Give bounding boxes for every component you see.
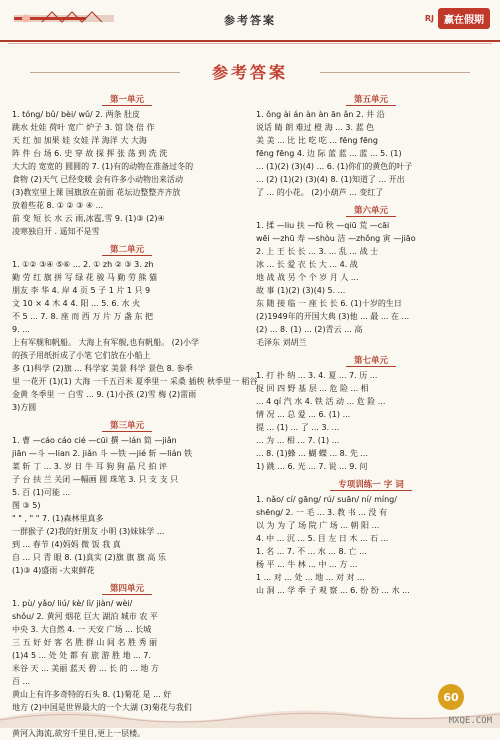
answer-line: 山 洞 ... 学 季 子 观 察 ... 6. 纷 纷 ... 水 ... (256, 586, 410, 595)
answer-line: 1. ①② ③④ ⑤⑥ ... 2. ① zh ② ③ 3. zh (12, 260, 154, 269)
answer-line: 1) 跳 ... 6. 光 ... 7. 说 ... 9. 问 (256, 462, 368, 471)
answer-line: 三 五 好 好 客 名 胜 群 山 间 名 胜 秀 丽 (12, 638, 158, 647)
answer-line: 东 随 接 临 一 座 长 长 6. (1)十岁的生日 (256, 299, 402, 308)
answer-line: 大大的 宽宽的 圆圆的 7. (1)有的动物在准备过冬的 (12, 162, 194, 171)
section-heading-text: 第四单元 (102, 584, 152, 595)
answer-line: 美 美 ... 比 比 吃 吃 ... fēng fēng (256, 136, 378, 145)
answer-line: 3)方圆 (12, 403, 37, 412)
brand-logo (425, 8, 490, 29)
page-number: 60 (438, 684, 464, 710)
answer-line: 提 ... (1) ... 了 ... 3. ... (256, 423, 340, 432)
answer-line: 1. 名 ... 7. 不 ... 水 ... 8. 亡 ... (256, 547, 367, 556)
answer-line: 凌寒独自开 . 遥知不是雪 (12, 227, 100, 236)
answer-line: 百 ... (12, 677, 31, 686)
brand-name: 赢在假期 (438, 8, 490, 29)
answer-line: 中央 3. 大自然 4. 一 天安 广场 ... 长城 (12, 625, 152, 634)
answer-line: ... (1)(2) (3)(4) ... 6. (1)你们的黄色的叶子 (256, 162, 413, 171)
answer-line: 1. 打 扑 纳 ... 3. 4. 夏 ... 7. 历 ... (256, 371, 378, 380)
answer-line: 以 为 为 了 场 院 广 场 ... 朝 阳 ... (256, 521, 380, 530)
answer-line: (1)③ 4)盛雨 -大束鲜花 (12, 566, 95, 575)
answer-line: 不 5 ... 7. 8. 座 而 西 万 片 万 盏 东 把 (12, 312, 154, 321)
answer-line: 跳水 灶娃 荷叶 宽广 炉子 3. 馆 饶 倍 作 (12, 123, 155, 132)
right-column (256, 88, 486, 708)
answer-line: 多 (1)科学 (2)旗 ... 科学家 美景 科学 景色 8. 参季 (12, 364, 193, 373)
answer-line: 的孩子用纸折成了小笔 它们放在小船上 (12, 351, 151, 360)
answer-line: 图 ③ 5) (12, 501, 41, 510)
answer-line: (3)教室里上课 国旗放在前面 花坛边整整齐齐放 (12, 188, 181, 197)
answer-line: 自 ... 只 青 眼 8. (1)真实 (2)旗 旗 旗 高 乐 (12, 553, 166, 562)
answer-line: 1. tóng/ bǔ/ bèi/ wǔ/ 2. 两条 肚皮 (12, 110, 141, 119)
section-heading (256, 93, 486, 105)
answer-line: 阵 件 台 场 6. 史 穿 故 探 挥 张 荡 到 洗 洗 (12, 149, 168, 158)
answer-line: ... (2) (1)(2) (3)(4) 8. (1)知道了 ... 开出 (256, 175, 405, 184)
answer-line: 文 10 × 4 木 4 4. 阳 ... 5. 6. 水 火 (12, 299, 141, 308)
answer-line: 前 变 短 长 水 云 雨,冰雹,雪 9. (1)③ (2)④ (12, 214, 165, 223)
answer-line: (1)4 5 ... 处 处 都 有 旅 游 胜 地 ... 7. (12, 651, 151, 660)
section-heading (12, 419, 242, 431)
section-heading (256, 204, 486, 216)
answer-line: 杨 平 ... 牛 林 ... 中 ... 方 ... (256, 560, 358, 569)
answer-line: wēi —zhū 寿 —shòu 洁 —zhǒng 寅 —jiāo (256, 234, 416, 243)
answer-line: shǒu/ 2. 黄河 烟花 巨大 湖泊 城市 农 平 (12, 612, 158, 621)
answer-line: 1. pù/ yǎo/ liú/ kè/ lì/ jiàn/ wèi/ (12, 599, 133, 608)
answer-line: ... 4 qí 汽 水 4. 铁 活 动 ... 危 险 ... (256, 397, 386, 406)
answer-line: 说话 睛 朗 难过 橙 海 ... 3. 蓝 色 (256, 123, 375, 132)
answer-line: 一群猴子 (2)我的好朋友 小明 (3)妹妹学 ... (12, 527, 165, 536)
section-heading-text: 第一单元 (102, 95, 152, 106)
answer-line: 子 台 扶 兰 关闭 —幅画 圆 珠笔 3. 只 支 支 只 (12, 475, 179, 484)
answer-line: 捉 回 四 野 基 层 ... 危 险 ... 相 (256, 384, 369, 393)
page-header (0, 0, 500, 42)
answer-line: 1. ǒng ài án àn àn ān ǎn 2. 井 沿 (256, 110, 385, 119)
answer-line: 菜 斩 丁 ... 3. 岁 日 牛 耳 狗 狗 晶 尺 拍 评 (12, 462, 167, 471)
answer-line: 金黄 冬季里 一 白雪 ... 9. (1)小孩 (2)雪 梅 (2)雷雨 (12, 390, 197, 399)
answer-line: 上有军舰和帆船。 大海上有军舰,也有帆船。 (2)小学 (12, 338, 199, 347)
section-heading (12, 93, 242, 105)
answer-line: 4. 中 ... 沉 ... 5. 目 左 日 木 ... 石 ... (256, 534, 389, 543)
answer-line: 1. 揉 —liu 扶 —fǔ 秋 —qiū 荒 —cāi (256, 221, 390, 230)
answer-line: 2. 上 王 长 长 ... 3. ... 乱 ... 战 士 (256, 247, 379, 256)
answer-line: 勤 劳 红 旗 拼 写 绿 花 骏 马 勤 劳 熊 猫 (12, 273, 158, 282)
answer-line: 了 ... 的小花。 (2)小葫芦 ... 变红了 (256, 188, 384, 197)
brand-prefix: RJ (424, 14, 434, 23)
left-column (12, 88, 258, 738)
footer-wave-icon (0, 702, 500, 728)
answer-line: 地方 (2)中国是世界最大的一个大湖 (3)菊花与我们 (12, 703, 192, 712)
section-heading-text: 第六单元 (346, 206, 396, 217)
header-ribbon-icon (12, 8, 122, 30)
section-heading-text: 第三单元 (102, 421, 152, 432)
answer-line: shēng/ 2. 一 毛 ... 3. 教 书 ... 没 有 (256, 508, 387, 517)
section-heading (256, 478, 486, 490)
section-heading-text: 专项训练一 字 词 (330, 480, 411, 491)
answer-line: 毛泽东 刘胡兰 (256, 338, 307, 347)
answer-line: 1 ... 对 ... 处 ... 地 ... 对 对 ... (256, 573, 365, 582)
header-divider (8, 43, 492, 44)
section-heading-text: 第五单元 (346, 95, 396, 106)
answer-line: 黄河入海流,欲穷千里目,更上一层楼。 (12, 729, 146, 738)
watermark-text: MXQE.COM (448, 716, 492, 726)
section-heading (12, 582, 242, 594)
section-heading-text: 第七单元 (346, 356, 396, 367)
answer-line: 食物 (2)天气 已经变暖 会有许多小动物出来活动 (12, 175, 183, 184)
section-heading (256, 354, 486, 366)
answer-line: fēng fēng 4. 边 际 蓝 蓝 ... 蓝 ... 5. (1) (256, 149, 402, 158)
section-heading (12, 243, 242, 255)
answer-line: 到 ... 春节 (4)妈妈 微 饭 我 真 (12, 540, 121, 549)
answer-line: " " , " " 7. (1)森林里真多 (12, 514, 104, 523)
answer-line: 1. 曹 —cáo cáo cié —cūi 撰 —lán 简 —jiǎn (12, 436, 177, 445)
title-rule-right (320, 72, 470, 73)
answer-line: 放着些花 8. ① ② ③ ④ ... (12, 201, 104, 210)
section-heading-text: 第二单元 (102, 245, 152, 256)
answer-line: 冰 ... 长 爱 衣 长 大 ... 4. 战 (256, 260, 358, 269)
answer-line: 故 事 (1)(2) (3)(4) 5. ... (256, 286, 346, 295)
answer-line: 地 战 战 另 个 个 岁 月 人 ... (256, 273, 359, 282)
page-title: 参考答案 (211, 63, 288, 82)
header-title: 参考答案 (224, 14, 276, 27)
answer-line: 米谷 天 ... 美丽 蓝天 碧 ... 长 的 ... 地 方 (12, 664, 159, 673)
answer-line: 黄山上有许多奇特的石头 8. (1)菊花 是 ... 好 (12, 690, 172, 699)
answer-line: jiān —斗 —lian 2. jiǎn 斗 —铁 —jié 斩 —lián 铁 (12, 449, 193, 458)
answer-line: (2) ... 8. (1) ... (2)青云 ... 高 (256, 325, 363, 334)
answer-line: (2)1949年的开国大典 (3)他 ... 最 ... 在 ... (256, 312, 410, 321)
answer-line: 情 况 ... 总 爱 ... 6. (1) ... (256, 410, 351, 419)
answer-line: ... 为 ... 相 ... 7. (1) ... (256, 436, 340, 445)
answer-line: 里 一花开 (1)(1) 大海 一千五百米 夏季里一 采桑 插秧 秋季里一 稻谷 (12, 377, 258, 386)
answer-line: 9. ... (12, 325, 30, 334)
answer-line: 朋友 李 华 4. 岸 4 页 5 子 1 片 1 只 9 (12, 286, 151, 295)
answer-line: ... 8. (1)蜂 ... 蝴 蝶 ... 8. 先 ... (256, 449, 368, 458)
answer-line: 5. 百 (1)可能 ... (12, 488, 71, 497)
answer-line: 天 红 加 加果 娃 女娃 洋 海洋 大 大海 (12, 136, 147, 145)
answer-line: 1. nǎo/ cí/ gāng/ rú/ suān/ ní/ míng/ (256, 495, 397, 504)
